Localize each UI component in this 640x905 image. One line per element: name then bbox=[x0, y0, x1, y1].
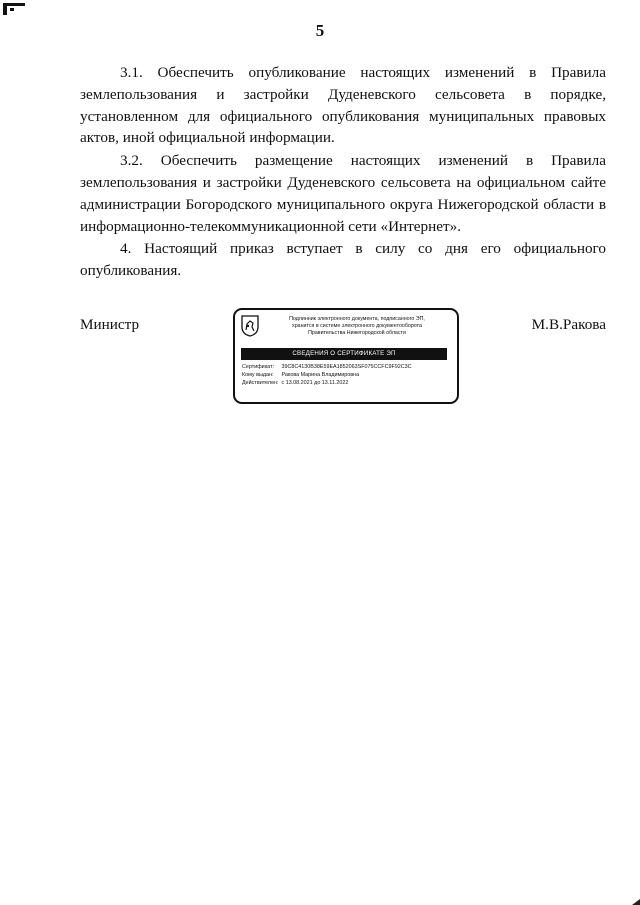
issued-to-value: Ракова Марина Владимировна bbox=[281, 372, 360, 378]
signer-name: М.В.Ракова bbox=[531, 316, 606, 333]
signature-block bbox=[80, 308, 606, 408]
stamp-text-line: Подлинник электронного документа, подписанного ЭП, bbox=[289, 316, 425, 322]
document-body bbox=[80, 62, 606, 283]
stamp-text-line: Правительства Нижегородской области bbox=[308, 330, 406, 336]
corner-mark-icon bbox=[3, 3, 25, 15]
paragraph-3-1: 3.1. Обеспечить опубликование настоящих изменений в Правила землепользования и застройки Дуденевского сельсовета в порядке, установленном для официального опубликования муниципальных правовых актов, иной официальной информации. bbox=[80, 64, 606, 147]
scan-artifact-icon bbox=[630, 897, 640, 905]
stamp-text-line: хранится в системе электронного документооборота bbox=[292, 323, 422, 329]
certificate-label: Сертификат: bbox=[242, 364, 275, 370]
validity-row bbox=[242, 380, 348, 387]
certificate-row bbox=[242, 364, 412, 371]
paragraph-3-2: 3.2. Обеспечить размещение настоящих изменений в Правила землепользования и застройки Дуденевского сельсовета на официальном сайте администрации Богородского муниципального округа Нижегородской области в информационно-телекоммуникационной сети «Интернет». bbox=[80, 152, 606, 235]
issued-to-label: Кому выдан: bbox=[242, 372, 274, 378]
certificate-value: 39C8C4130B38E59EA1852063SF075CCFC9F92C3C bbox=[281, 364, 412, 370]
issued-to-row bbox=[242, 372, 359, 379]
coat-of-arms-icon bbox=[241, 315, 259, 337]
paragraph-4: 4. Настоящий приказ вступает в силу со дня его официального опубликования. bbox=[80, 240, 606, 280]
certificate-header: СВЕДЕНИЯ О СЕРТИФИКАТЕ ЭП bbox=[241, 348, 447, 360]
e-signature-stamp bbox=[233, 308, 459, 404]
page-number: 5 bbox=[315, 21, 325, 40]
validity-value: с 13.08.2021 до 13.11.2022 bbox=[281, 380, 349, 386]
signer-position: Министр bbox=[80, 316, 140, 333]
validity-label: Действителен: bbox=[242, 380, 279, 386]
